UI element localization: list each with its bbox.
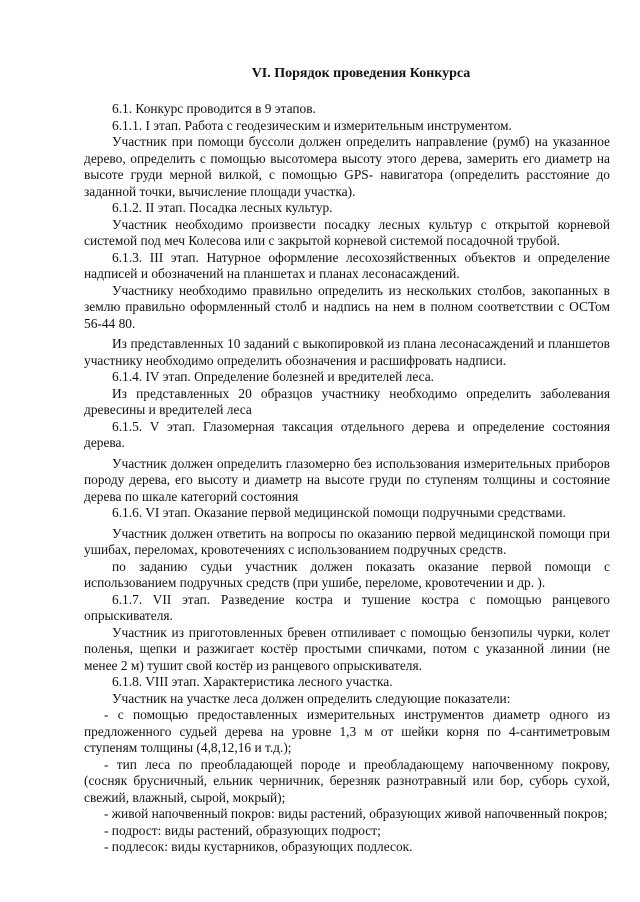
paragraph-stage-8-intro: Участник на участке леса должен определить следующие показатели: xyxy=(112,690,511,706)
paragraph-6-1-1: 6.1.1. I этап. Работа с геодезическим и измерительным инструментом. xyxy=(112,117,512,133)
paragraph-stage-3-text-a: Участнику необходимо правильно определить из нескольких столбов, закопанных в землю правильно оформленный столб и надпись на нем в полном соответствии с ОСТом 56-44 80. xyxy=(84,282,610,331)
list-item-forest-type: - тип леса по преобладающей породе и преобладающему напочвенному покрову, (сосняк брусничный, ельник черничник, березняк разнотравный или бор, суборь сухой, свежий, влажный, сырой, мокрый); xyxy=(84,756,610,805)
list-item-underbrush: - подлесок: виды кустарников, образующих подлесок. xyxy=(104,839,413,854)
list-item-ground-cover: - живой напочвенный покров: виды растений, образующих живой напочвенный покров; xyxy=(104,806,608,821)
list-item-diameter: - с помощью предоставленных измерительных инструментов диаметр одного из предложенного судьей дерева на уровне 1,3 м от шейки корня по 4-сантиметровым ступеням толщины (4,8,12,16 и т.д.); xyxy=(84,707,610,755)
section-title: VI. Порядок проведения Конкурса xyxy=(251,66,471,81)
paragraph-6-1-8: 6.1.8. VIII этап. Характеристика лесного участка. xyxy=(112,674,393,689)
paragraph-6-1-2: 6.1.2. II этап. Посадка лесных культур. xyxy=(112,200,333,215)
paragraph-6-1-3: 6.1.3. III этап. Натурное оформление лесохозяйственных объектов и определение надписей и обозначений на планшетах и планах лесонасаждений. xyxy=(84,249,610,281)
document-page xyxy=(84,66,610,856)
paragraph-stage-6-text-a: Участник должен ответить на вопросы по оказанию первой медицинской помощи при ушибах, переломах, кровотечениях с использованием подручных средств. xyxy=(84,525,610,557)
paragraph-stage-1-text: Участник при помощи буссоли должен определить направление (румб) на указанное дерево, определить с помощью высотомера высоту этого дерева, замерить его диаметр на высоте груди мерной вилкой, с помощью GPS- навигатора (определить расстояние до заданной точки, вычисление площади участка). xyxy=(84,134,610,199)
paragraph-stage-7-text: Участник из приготовленных бревен отпиливает с помощью бензопилы чурки, колет поленья, щепки и разжигает костёр простыми спичками, потом с указанной линии (не менее 2 м) тушит свой костёр из ранцевого опрыскивателя. xyxy=(84,624,610,673)
paragraph-stage-4-text: Из представленных 20 образцов участнику необходимо определить заболевания древесины и вредителей леса xyxy=(84,385,610,417)
paragraph-6-1-4: 6.1.4. IV этап. Определение болезней и вредителей леса. xyxy=(112,369,435,384)
paragraph-stage-5-text: Участник должен определить глазомерно без использования измерительных приборов породу дерева, его высоту и диаметр на высоте груди по ступеням толщины и состояние дерева по шкале категорий состояния xyxy=(84,455,610,504)
paragraph-stage-2-text: Участник необходимо произвести посадку лесных культур с открытой корневой системой под меч Колесова или с закрытой корневой системой посадочной трубой. xyxy=(84,216,610,248)
paragraph-stage-3-text-b: Из представленных 10 заданий с выкопировкой из плана лесонасаждений и планшетов участнику необходимо определить обозначения и расшифровать надписи. xyxy=(84,336,610,368)
list-item-undergrowth: - подрост: виды растений, образующих подрост; xyxy=(104,822,381,838)
paragraph-6-1-5: 6.1.5. V этап. Глазомерная таксация отдельного дерева и определение состояния дерева. xyxy=(84,418,610,450)
paragraph-stage-6-text-b: по заданию судьи участник должен показать оказание первой помощи с использованием подручных средств (при ушибе, переломе, кровотечении и др. ). xyxy=(84,558,610,590)
paragraph-6-1-7: 6.1.7. VII этап. Разведение костра и тушение костра с помощью ранцевого опрыскивателя. xyxy=(84,591,610,623)
paragraph-6-1: 6.1. Конкурс проводится в 9 этапов. xyxy=(112,101,316,116)
paragraph-6-1-6: 6.1.6. VI этап. Оказание первой медицинской помощи подручными средствами. xyxy=(112,505,566,520)
